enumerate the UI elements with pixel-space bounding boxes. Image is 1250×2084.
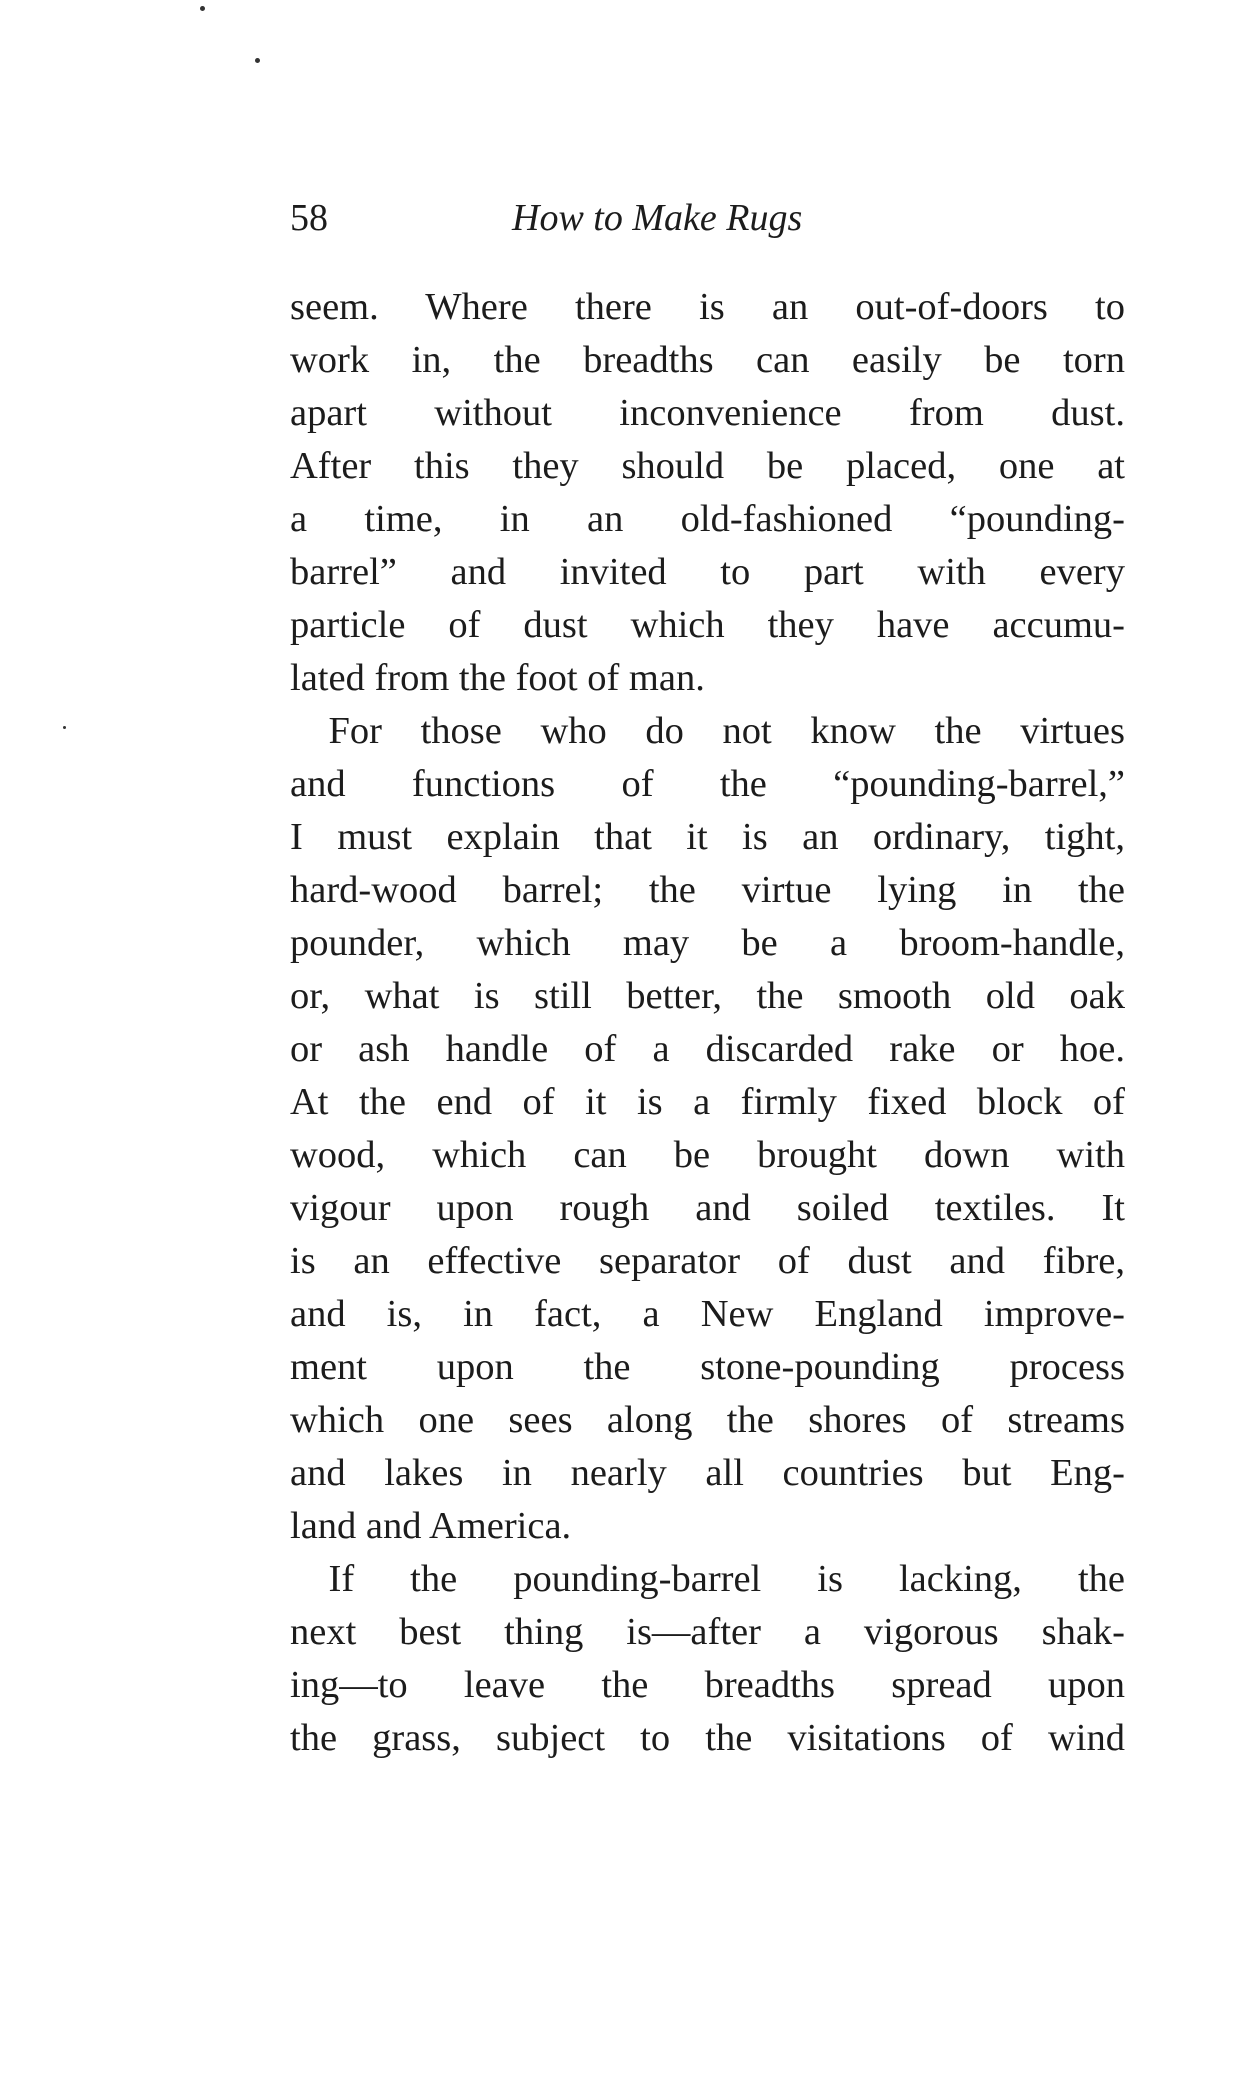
- text-line: a time, in an old-fashioned “pounding-: [290, 498, 1125, 540]
- text-line: pounder, which may be a broom-handle,: [290, 922, 1125, 964]
- print-speck: [200, 6, 205, 11]
- running-head: [290, 188, 1125, 248]
- print-speck: [63, 726, 66, 729]
- text-line: or ash handle of a discarded rake or hoe.: [290, 1028, 1125, 1070]
- page-number: 58: [290, 197, 328, 239]
- text-line: apart without inconvenience from dust.: [290, 392, 1125, 434]
- text-line: ing—to leave the breadths spread upon: [290, 1664, 1125, 1706]
- text-line: barrel” and invited to part with every: [290, 551, 1125, 593]
- text-line: ment upon the stone-pounding process: [290, 1346, 1125, 1388]
- print-speck: [255, 58, 260, 63]
- text-line: and is, in fact, a New England improve-: [290, 1293, 1125, 1335]
- text-line: next best thing is—after a vigorous shak-: [290, 1611, 1125, 1653]
- text-line: land and America.: [290, 1505, 572, 1547]
- text-line: work in, the breadths can easily be torn: [290, 339, 1125, 381]
- text-line: After this they should be placed, one at: [290, 445, 1125, 487]
- text-line: is an effective separator of dust and fibre,: [290, 1240, 1125, 1282]
- text-line: I must explain that it is an ordinary, tight,: [290, 816, 1125, 858]
- text-line: and lakes in nearly all countries but Eng-: [290, 1452, 1125, 1494]
- text-line: and functions of the “pounding-barrel,”: [290, 763, 1125, 805]
- running-title: How to Make Rugs: [512, 197, 803, 239]
- text-line: If the pounding-barrel is lacking, the: [290, 1558, 1125, 1600]
- text-line: wood, which can be brought down with: [290, 1134, 1125, 1176]
- text-line: At the end of it is a firmly fixed block of: [290, 1081, 1125, 1123]
- text-line: For those who do not know the virtues: [290, 710, 1125, 752]
- text-line: vigour upon rough and soiled textiles. It: [290, 1187, 1125, 1229]
- text-line: particle of dust which they have accumu-: [290, 604, 1125, 646]
- text-line: lated from the foot of man.: [290, 657, 705, 699]
- text-line: the grass, subject to the visitations of wind: [290, 1717, 1125, 1759]
- text-line: hard-wood barrel; the virtue lying in the: [290, 869, 1125, 911]
- text-line: or, what is still better, the smooth old oak: [290, 975, 1125, 1017]
- body-text: [290, 281, 1125, 1765]
- text-line: which one sees along the shores of streams: [290, 1399, 1125, 1441]
- text-line: seem. Where there is an out-of-doors to: [290, 286, 1125, 328]
